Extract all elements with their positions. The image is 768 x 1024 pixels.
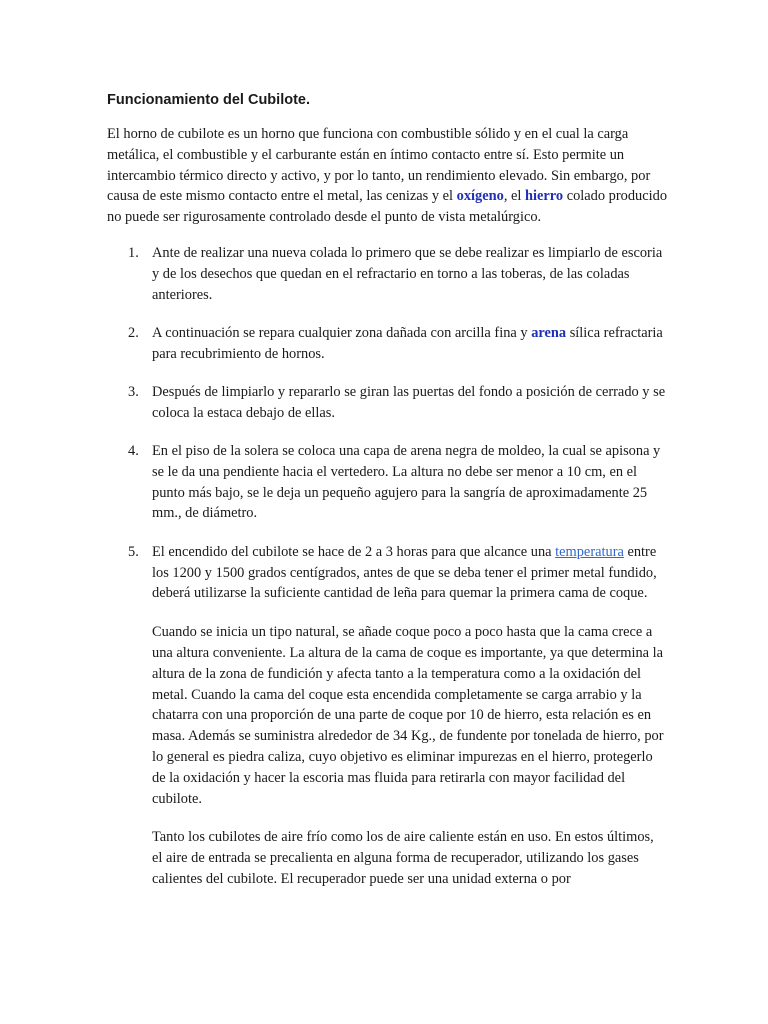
step-text-a: El encendido del cubilote se hace de 2 a 3 horas para que alcance una [152, 543, 556, 560]
step-text: Ante de realizar una nueva colada lo primero que se debe realizar es limpiarlo de escoria y de los desechos que quedan en el refractario en torno a las toberas, de las coladas anteriores. [152, 245, 663, 303]
step-3 [107, 382, 667, 424]
step-text: Después de limpiarlo y repararlo se giran las puertas del fondo a posición de cerrado y se coloca la estaca debajo de ellas. [152, 383, 666, 421]
step-2 [107, 323, 667, 365]
step-number: 4. [128, 443, 139, 460]
step-text [152, 323, 667, 365]
step-number: 3. [128, 383, 139, 400]
page-title: Funcionamiento del Cubilote. [107, 92, 310, 108]
step-4 [107, 441, 667, 524]
step-text-b: entre los 1200 y 1500 grados centígrados, antes de que se deba tener el primer metal fundido, deberá utilizarse la suficiente cantidad de leña para quemar la primera cama de coque. [152, 543, 657, 602]
intro-text-1: El horno de cubilote es un horno que funciona con combustible sólido y en el cual la carga metálica, el combustible y el carburante están en íntimo contacto entre sí. Esto permite un intercambio térmico directo y activo, y por lo tanto, un rendimiento elevado. Sin embargo, por causa de este mismo contacto entre el metal, las cenizas y el [107, 126, 651, 205]
step-paragraph-2: Cuando se inicia un tipo natural, se añade coque poco a poco hasta que la cama crece a una altura conveniente. La altura de la cama de coque es importante, ya que determina la altura de la zona de fundición y afecta tanto a la temperatura como a la oxidación del metal. Cuando la cama del coque esta encendida completamente se carga arrabio y la chatarra con una proporción de una parte de coque por 10 de hierro, esta relación es en masa. Además se suministra alrededor de 34 Kg., de fundente por tonelada de hierro, por lo general es piedra caliza, cuyo objetivo es eliminar impurezas en el hierro, protegerlo de la oxidación y hacer la escoria mas fluida para retirarla con mayor facilidad del cubilote. [152, 624, 664, 807]
step-text-b: sílica refractaria para recubrimiento de hornos. [152, 324, 663, 362]
step-number: 1. [128, 245, 139, 261]
step-1 [107, 243, 667, 305]
steps-list [107, 243, 667, 907]
step-text [152, 542, 667, 604]
oxygen-link[interactable]: oxígeno [456, 188, 504, 205]
intro-paragraph [107, 124, 667, 228]
step-paragraph-3: Tanto los cubilotes de aire frío como los de aire caliente están en uso. En estos últimos, el aire de entrada se precalienta en alguna forma de recuperador, utilizando los gases calientes del cubilote. El recuperador puede ser una unidad externa o por [152, 829, 654, 887]
step-text: En el piso de la solera se coloca una capa de arena negra de moldeo, la cual se apisona y se le da una pendiente hacia el vertedero. La altura no debe ser menor a 10 cm, en el punto más bajo, se le deja un pequeño agujero para la sangría de aproximadamente 25 mm., de diámetro. [152, 443, 661, 522]
step-number: 5. [128, 543, 139, 560]
intro-text-2: , el [503, 188, 525, 205]
iron-link[interactable]: hierro [525, 188, 564, 205]
step-number: 2. [128, 324, 139, 341]
sand-link[interactable]: arena [531, 324, 567, 341]
temperature-link[interactable]: temperatura [555, 543, 624, 560]
step-5 [107, 542, 667, 890]
step-text-a: A continuación se repara cualquier zona dañada con arcilla fina y [152, 324, 532, 341]
intro-text-3: colado producido no puede ser rigurosamente controlado desde el punto de vista metalúrgico. [107, 188, 668, 226]
